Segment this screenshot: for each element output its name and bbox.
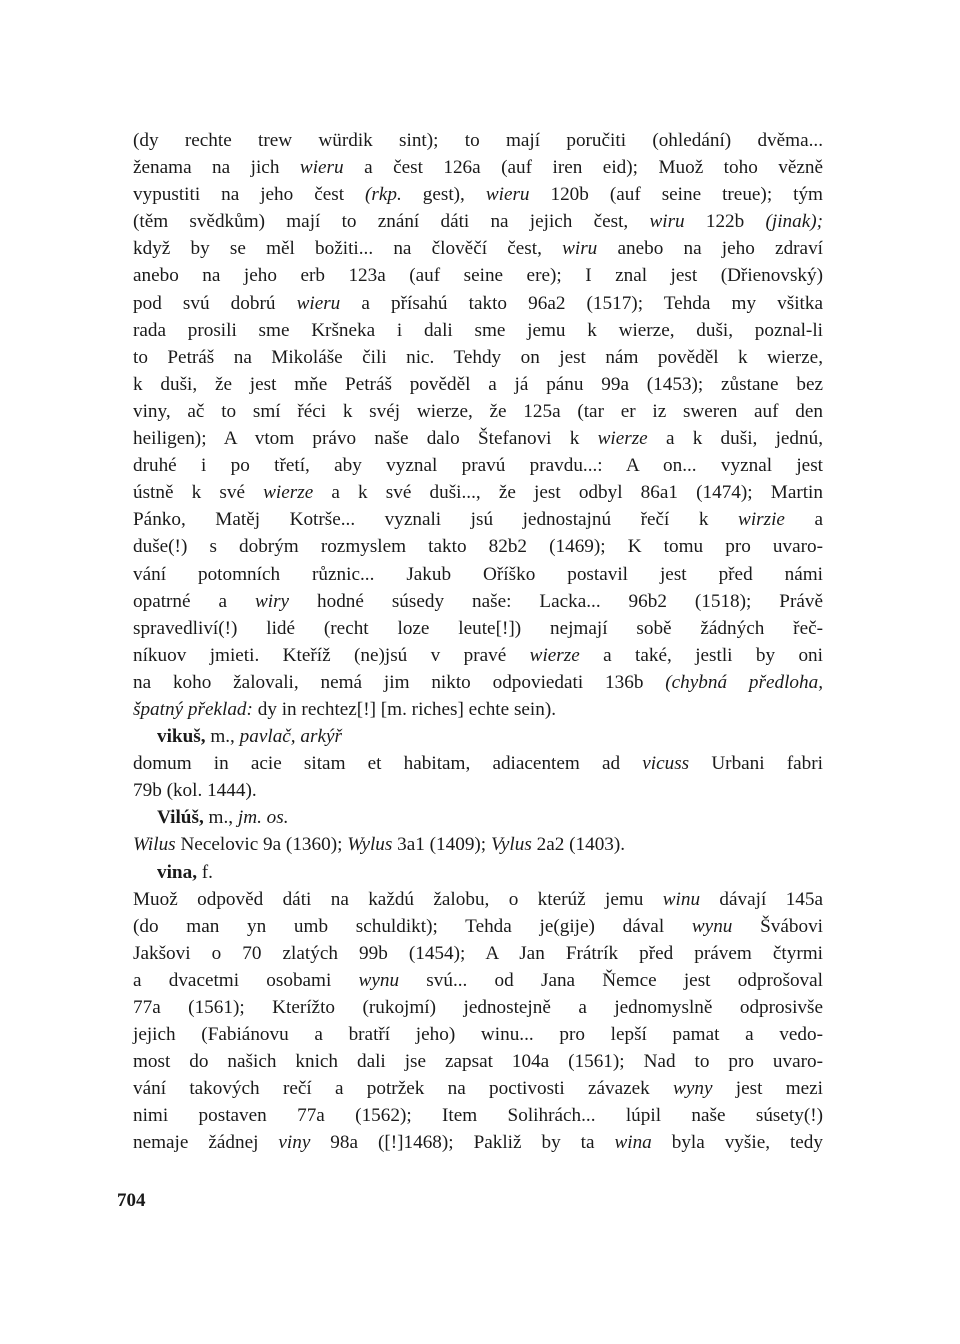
text-line: 77a (1561); Kterížto (rukojmí) jednostejně a jednomyslně odprosivše (133, 997, 823, 1018)
entry-headword: Vilúš, m., jm. os. (157, 807, 289, 829)
text-line: Pánko, Matěj Kotrše... vyznali jsú jednostajnú řečí k wirzie a (133, 509, 823, 531)
text-line: na koho žalovali, nemá jim nikto odpoviedati 136b (chybná předloha, (133, 671, 823, 693)
text-line: viny, ač to smí řéci k svéj wierze, že 125a (tar er iz sweren auf den (133, 400, 823, 422)
text-line: rada prosili sme Kršneka i dali sme jemu k wierze, duši, poznal-li (133, 319, 823, 341)
text-line: to Petráš na Mikoláše čili nic. Tehdy on jest nám pověděl k wierze, (133, 346, 823, 368)
text-line: Wilus Necelovic 9a (1360); Wylus 3a1 (1409); Vylus 2a2 (1403). (133, 834, 626, 856)
text-line: druhé i po třetí, aby vyznal pravú pravdu...: A on... vyznal jest (133, 455, 823, 477)
text-line: (dy rechte trew würdik sint); to mají poručiti (ohledání) dvěma... (133, 130, 823, 151)
text-line: domum in acie sitam et habitam, adiacentem ad vicuss Urbani fabri (133, 753, 823, 775)
page-number: 704 (117, 1190, 146, 1211)
entry-headword: vikuš, m., pavlač, arkýř (157, 726, 342, 748)
text-line: spravedliví(!) lidé (recht loze leute[!]) nejmají sobě žádných řeč- (133, 617, 823, 639)
text-line: níkuov jmieti. Kteříž (ne)jsú v pravé wierze a také, jestli by oni (133, 644, 823, 666)
text-line: (těm svědkům) mají to znání dáti na jejich čest, wiru 122b (jinak); (133, 211, 824, 233)
text-line: 79b (kol. 1444). (133, 780, 257, 802)
text-line: Jakšovi o 70 zlatých 99b (1454); A Jan Frátrík před právem čtyrmi (133, 942, 823, 964)
text-line: opatrné a wiry hodné súsedy naše: Lacka... 96b2 (1518); Právě (133, 590, 823, 612)
text-line: (do man yn umb schuldikt); Tehda je(gije) dával wynu Švábovi (133, 915, 823, 937)
text-line: ženama na jich wieru a čest 126a (auf iren eid); Muož toho vězně (133, 157, 824, 179)
text-line: když by se měl božiti... na člověčí čest, wiru anebo na jeho zdraví (133, 238, 823, 260)
text-line: duše(!) s dobrým rozmyslem takto 82b2 (1469); K tomu pro uvaro- (133, 536, 823, 558)
dictionary-page-text (133, 127, 823, 1157)
text-line: a dvacetmi osobami wynu svú... od Jana Ňemce jest odprošoval (133, 969, 823, 991)
text-line: jejich (Fabiánovu a bratří jeho) winu... pro lepší pamat a vedo- (133, 1024, 823, 1046)
text-line: heiligen); A vtom právo naše dalo Štefanovi k wierze a k duši, jednú, (133, 428, 823, 450)
text-line: nemaje žádnej viny 98a ([!]1468); Pakliž by ta wina byla vyšie, tedy (133, 1132, 823, 1154)
text-line: anebo na jeho erb 123a (auf seine ere); I znal jest (Dřienovský) (133, 265, 823, 287)
text-line: most do našich knich dali jse zapsat 104a (1561); Nad to pro uvaro- (133, 1051, 823, 1073)
text-line: Muož odpověd dáti na každú žalobu, o kterúž jemu winu dávají 145a (133, 888, 823, 910)
text-line: ústně k své wierze a k své duši..., že jest odbyl 86a1 (1474); Martin (133, 482, 823, 504)
text-line: nimi postaven 77a (1562); Item Solihrách... lúpil naše súsety(!) (133, 1105, 823, 1127)
text-line: k duši, že jest mňe Petráš pověděl a já pánu 99a (1453); zůstane bez (133, 373, 823, 395)
text-line: vání takových rečí a potržek na poctivosti závazek wyny jest mezi (133, 1078, 823, 1100)
text-line: pod svú dobrú wieru a přísahú takto 96a2 (1517); Tehda my všitka (133, 292, 823, 314)
entry-headword: vina, f. (157, 861, 213, 883)
text-line: vání potomních různic... Jakub Oříško postavil jest před námi (133, 563, 823, 585)
text-line: vypustiti na jeho čest (rkp. gest), wieru 120b (auf seine treue); tým (133, 184, 823, 206)
text-line: špatný překlad: dy in rechtez[!] [m. riches] echte sein). (133, 698, 557, 720)
